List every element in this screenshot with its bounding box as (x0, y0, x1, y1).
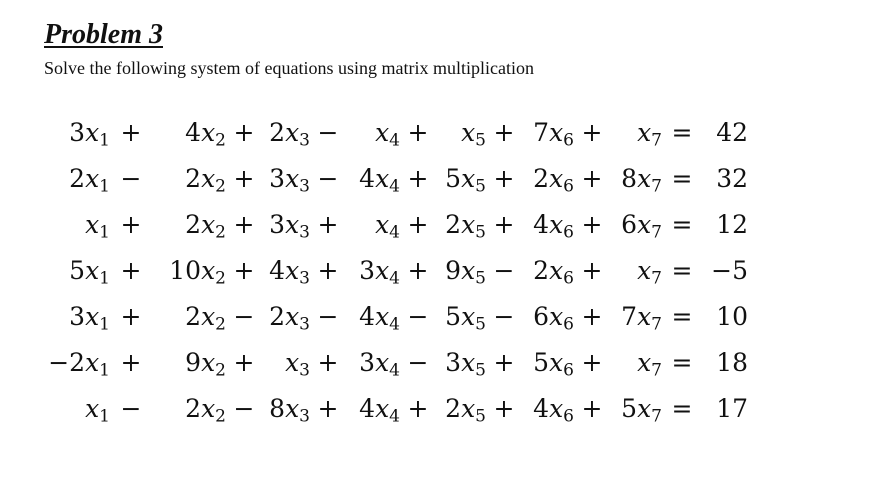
term-coefficient: 2 (69, 163, 86, 193)
equation-term (262, 385, 310, 431)
equation-row (40, 201, 748, 247)
equation-term (40, 247, 110, 293)
term-coefficient: 10 (169, 255, 202, 285)
right-hand-side: 10 (716, 301, 748, 331)
equation-term (40, 339, 110, 385)
equals-sign: = (671, 301, 693, 331)
term-operator: + (317, 347, 339, 377)
equation-term (152, 109, 226, 155)
term-operator: − (493, 255, 515, 285)
equation-term (40, 201, 110, 247)
equation-term (152, 155, 226, 201)
term-variable: x (375, 347, 390, 377)
term-operator: + (581, 255, 603, 285)
term-subscript: 2 (215, 129, 226, 150)
equation-term (610, 339, 662, 385)
term-operator: + (120, 255, 142, 285)
term-subscript: 5 (475, 405, 486, 426)
term-variable: x (549, 301, 564, 331)
term-coefficient: 4 (533, 209, 550, 239)
term-variable: x (201, 255, 216, 285)
term-variable: x (461, 209, 476, 239)
term-subscript: 4 (389, 129, 400, 150)
term-variable: x (375, 255, 390, 285)
term-variable: x (201, 393, 216, 423)
equation-term (346, 293, 400, 339)
term-subscript: 7 (651, 313, 662, 334)
term-coefficient: 2 (533, 163, 550, 193)
term-variable: x (549, 117, 564, 147)
term-variable: x (637, 301, 652, 331)
term-operator: + (407, 163, 429, 193)
term-variable: x (285, 255, 300, 285)
equation-term (152, 247, 226, 293)
term-subscript: 4 (389, 313, 400, 334)
term-variable: x (85, 209, 100, 239)
term-variable: x (201, 163, 216, 193)
equation-term (522, 155, 574, 201)
term-variable: x (549, 163, 564, 193)
term-variable: x (201, 301, 216, 331)
equation-term (436, 109, 486, 155)
term-operator: + (233, 209, 255, 239)
term-subscript: 5 (475, 221, 486, 242)
term-subscript: 6 (563, 129, 574, 150)
equals-sign: = (671, 209, 693, 239)
term-subscript: 2 (215, 175, 226, 196)
term-subscript: 4 (389, 405, 400, 426)
term-operator: + (120, 117, 142, 147)
term-subscript: 2 (215, 405, 226, 426)
term-coefficient: 7 (621, 301, 638, 331)
term-operator: + (317, 255, 339, 285)
equation-term (436, 293, 486, 339)
right-hand-side: 32 (716, 163, 748, 193)
term-operator: + (407, 117, 429, 147)
term-operator: − (317, 301, 339, 331)
term-subscript: 3 (299, 405, 310, 426)
term-coefficient: 2 (185, 209, 202, 239)
term-operator: + (581, 301, 603, 331)
term-operator: + (493, 209, 515, 239)
equation-row (40, 385, 748, 431)
term-coefficient: 2 (185, 163, 202, 193)
term-operator: + (233, 163, 255, 193)
term-operator: + (407, 255, 429, 285)
equation-term (522, 109, 574, 155)
equation-term (436, 385, 486, 431)
term-variable: x (461, 393, 476, 423)
term-subscript: 2 (215, 221, 226, 242)
term-operator: + (581, 117, 603, 147)
equation-term (436, 247, 486, 293)
term-operator: + (233, 347, 255, 377)
term-coefficient: 8 (269, 393, 286, 423)
term-operator: + (493, 163, 515, 193)
equation-term (262, 201, 310, 247)
equation-term (522, 339, 574, 385)
term-subscript: 1 (99, 359, 110, 380)
equation-term (436, 201, 486, 247)
term-operator: − (120, 393, 142, 423)
term-variable: x (285, 393, 300, 423)
right-hand-side: 42 (716, 117, 748, 147)
term-coefficient: 4 (359, 301, 376, 331)
term-subscript: 4 (389, 175, 400, 196)
term-operator: + (407, 393, 429, 423)
term-coefficient: 3 (69, 301, 86, 331)
equation-term (262, 293, 310, 339)
term-subscript: 7 (651, 175, 662, 196)
equation-term (610, 247, 662, 293)
right-hand-side: 12 (716, 209, 748, 239)
term-coefficient: 2 (533, 255, 550, 285)
term-subscript: 5 (475, 267, 486, 288)
equation-term (40, 155, 110, 201)
equals-sign: = (671, 255, 693, 285)
equation-term (522, 201, 574, 247)
term-coefficient: 4 (359, 163, 376, 193)
term-operator: − (407, 301, 429, 331)
term-subscript: 2 (215, 359, 226, 380)
term-subscript: 2 (215, 267, 226, 288)
term-variable: x (375, 301, 390, 331)
term-subscript: 7 (651, 129, 662, 150)
term-subscript: 6 (563, 267, 574, 288)
equation-term (346, 155, 400, 201)
term-operator: + (407, 209, 429, 239)
term-subscript: 6 (563, 221, 574, 242)
equation-term (152, 339, 226, 385)
term-subscript: 7 (651, 267, 662, 288)
term-operator: + (120, 347, 142, 377)
term-subscript: 7 (651, 359, 662, 380)
term-variable: x (201, 117, 216, 147)
term-variable: x (461, 117, 476, 147)
term-operator: − (120, 163, 142, 193)
term-operator: − (233, 393, 255, 423)
term-subscript: 5 (475, 129, 486, 150)
equation-term (152, 385, 226, 431)
term-variable: x (285, 209, 300, 239)
term-subscript: 1 (99, 267, 110, 288)
term-operator: + (317, 209, 339, 239)
term-coefficient: 4 (533, 393, 550, 423)
term-coefficient: 4 (359, 393, 376, 423)
term-operator: + (493, 117, 515, 147)
term-variable: x (637, 393, 652, 423)
term-operator: − (407, 347, 429, 377)
equation-term (40, 109, 110, 155)
term-subscript: 7 (651, 405, 662, 426)
equation-term (346, 385, 400, 431)
term-coefficient: −2 (48, 347, 86, 377)
equation-term (152, 293, 226, 339)
term-coefficient: 3 (269, 209, 286, 239)
term-subscript: 6 (563, 313, 574, 334)
equation-term (40, 293, 110, 339)
equals-sign: = (671, 347, 693, 377)
equation-term (262, 247, 310, 293)
term-coefficient: 2 (269, 117, 286, 147)
equation-term (610, 155, 662, 201)
term-coefficient: 8 (621, 163, 638, 193)
term-subscript: 6 (563, 405, 574, 426)
equation-term (346, 339, 400, 385)
term-variable: x (637, 117, 652, 147)
equation-term (610, 385, 662, 431)
term-variable: x (549, 393, 564, 423)
term-coefficient: 9 (185, 347, 202, 377)
term-coefficient: 7 (533, 117, 550, 147)
equation-row (40, 293, 748, 339)
term-coefficient: 6 (533, 301, 550, 331)
equation-term (40, 385, 110, 431)
term-variable: x (549, 209, 564, 239)
term-subscript: 1 (99, 405, 110, 426)
term-coefficient: 2 (185, 301, 202, 331)
term-coefficient: 5 (621, 393, 638, 423)
term-coefficient: 5 (533, 347, 550, 377)
term-operator: + (120, 301, 142, 331)
term-subscript: 1 (99, 221, 110, 242)
equation-row (40, 247, 748, 293)
term-subscript: 4 (389, 267, 400, 288)
right-hand-side: 18 (716, 347, 748, 377)
equation-term (346, 109, 400, 155)
term-variable: x (461, 347, 476, 377)
problem-instruction: Solve the following system of equations using matrix multiplication (44, 58, 534, 78)
term-variable: x (637, 163, 652, 193)
term-operator: − (317, 163, 339, 193)
equation-row (40, 155, 748, 201)
equation-rows (40, 109, 748, 431)
equation-term (436, 155, 486, 201)
term-variable: x (375, 393, 390, 423)
equals-sign: = (671, 393, 693, 423)
term-operator: + (233, 255, 255, 285)
term-operator: − (317, 117, 339, 147)
problem-title: Problem 3 (44, 19, 163, 50)
term-coefficient: 3 (359, 255, 376, 285)
equation-term (522, 293, 574, 339)
term-coefficient: 5 (445, 163, 462, 193)
term-subscript: 5 (475, 175, 486, 196)
right-hand-side: 17 (716, 393, 748, 423)
term-coefficient: 5 (69, 255, 86, 285)
term-operator: − (493, 301, 515, 331)
term-coefficient: 3 (269, 163, 286, 193)
term-subscript: 6 (563, 359, 574, 380)
term-coefficient: 2 (269, 301, 286, 331)
equals-sign: = (671, 117, 693, 147)
equation-term (346, 247, 400, 293)
term-variable: x (375, 163, 390, 193)
equation-term (610, 201, 662, 247)
term-operator: + (581, 393, 603, 423)
term-coefficient: 2 (445, 209, 462, 239)
term-operator: + (493, 393, 515, 423)
term-variable: x (461, 255, 476, 285)
term-coefficient: 3 (445, 347, 462, 377)
term-coefficient: 6 (621, 209, 638, 239)
term-subscript: 1 (99, 175, 110, 196)
term-subscript: 4 (389, 359, 400, 380)
equation-term (262, 339, 310, 385)
term-coefficient: 4 (185, 117, 202, 147)
term-variable: x (85, 255, 100, 285)
term-variable: x (85, 393, 100, 423)
equation-system (40, 109, 748, 431)
term-variable: x (85, 163, 100, 193)
term-operator: − (233, 301, 255, 331)
term-variable: x (375, 209, 390, 239)
equation-term (152, 201, 226, 247)
term-variable: x (285, 301, 300, 331)
term-variable: x (85, 301, 100, 331)
equation-term (262, 109, 310, 155)
term-operator: + (581, 347, 603, 377)
term-variable: x (637, 255, 652, 285)
term-subscript: 6 (563, 175, 574, 196)
term-subscript: 5 (475, 313, 486, 334)
right-hand-side: −5 (711, 255, 748, 285)
term-variable: x (285, 347, 300, 377)
term-variable: x (549, 255, 564, 285)
term-subscript: 3 (299, 175, 310, 196)
term-coefficient: 9 (445, 255, 462, 285)
term-operator: + (581, 209, 603, 239)
term-subscript: 3 (299, 313, 310, 334)
term-coefficient: 5 (445, 301, 462, 331)
term-operator: + (120, 209, 142, 239)
equation-term (610, 293, 662, 339)
term-subscript: 3 (299, 129, 310, 150)
term-coefficient: 4 (269, 255, 286, 285)
term-subscript: 7 (651, 221, 662, 242)
term-variable: x (85, 117, 100, 147)
equals-sign: = (671, 163, 693, 193)
term-variable: x (201, 347, 216, 377)
term-variable: x (461, 301, 476, 331)
term-variable: x (637, 209, 652, 239)
term-coefficient: 2 (185, 393, 202, 423)
term-operator: + (233, 117, 255, 147)
term-variable: x (285, 163, 300, 193)
term-subscript: 3 (299, 359, 310, 380)
term-subscript: 4 (389, 221, 400, 242)
equation-row (40, 109, 748, 155)
equation-term (522, 385, 574, 431)
term-coefficient: 2 (445, 393, 462, 423)
equation-term (522, 247, 574, 293)
equation-term (610, 109, 662, 155)
term-variable: x (375, 117, 390, 147)
term-subscript: 3 (299, 221, 310, 242)
term-subscript: 1 (99, 313, 110, 334)
equation-term (262, 155, 310, 201)
term-subscript: 5 (475, 359, 486, 380)
term-coefficient: 3 (359, 347, 376, 377)
equation-row (40, 339, 748, 385)
term-operator: + (581, 163, 603, 193)
term-operator: + (317, 393, 339, 423)
term-variable: x (461, 163, 476, 193)
term-variable: x (549, 347, 564, 377)
term-operator: + (493, 347, 515, 377)
term-variable: x (85, 347, 100, 377)
term-variable: x (201, 209, 216, 239)
term-variable: x (285, 117, 300, 147)
term-subscript: 3 (299, 267, 310, 288)
term-subscript: 1 (99, 129, 110, 150)
equation-term (436, 339, 486, 385)
equation-term (346, 201, 400, 247)
term-variable: x (637, 347, 652, 377)
term-subscript: 2 (215, 313, 226, 334)
term-coefficient: 3 (69, 117, 86, 147)
